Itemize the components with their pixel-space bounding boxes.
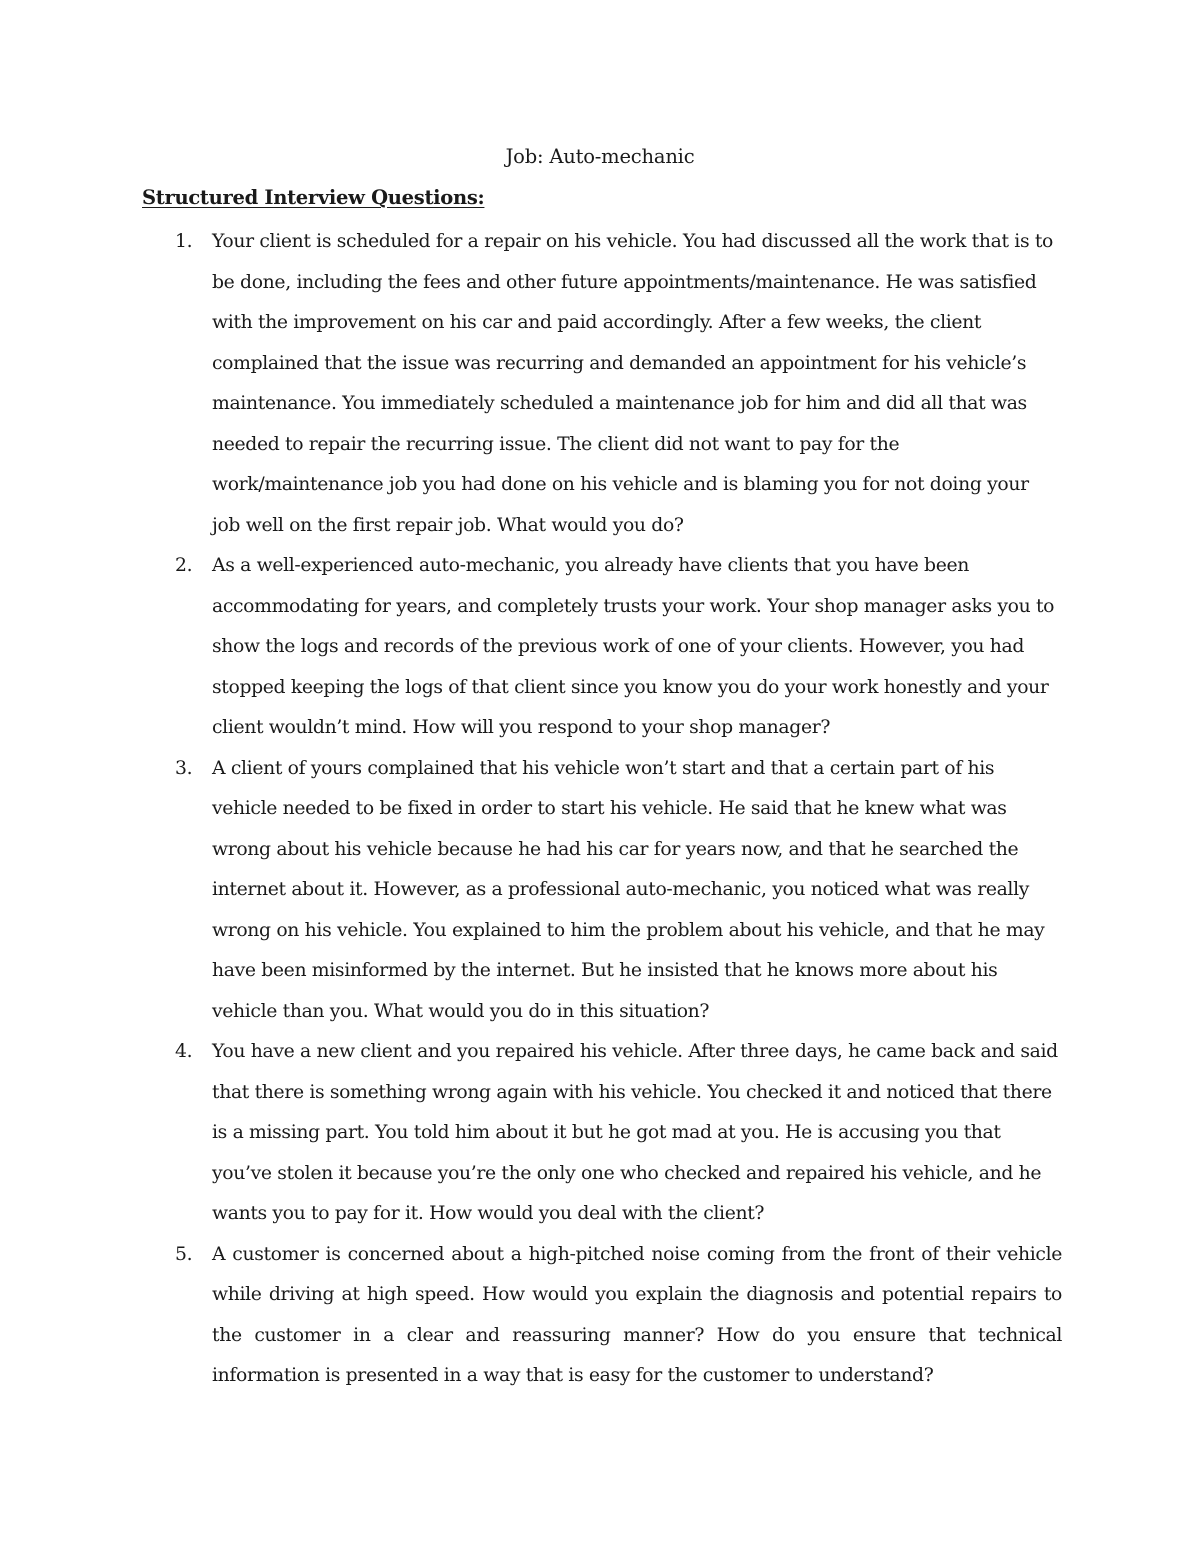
question-text: As a well-experienced auto-mechanic, you already have clients that you have been accommodating for years, and completely trusts your work. Your shop manager asks you to show the logs and records of the previous work of one of your clients. However, you had stopped keeping the logs of that client since you know you do your work honestly and your client wouldn’t mind. How will you respond to your shop manager? (212, 555, 1055, 738)
document-title: Job: Auto-mechanic (505, 145, 695, 168)
question-text: A client of yours complained that his vehicle won’t start and that a certain part of his vehicle needed to be fixed in order to start his vehicle. He said that he knew what was wrong about his vehicle because he had his car for years now, and that he searched the internet about it. However, as a professional auto-mechanic, you noticed what was really wrong on his vehicle. You explained to him the problem about his vehicle, and that he may have been misinformed by the internet. But he insisted that he knows more about his vehicle than you. What would you do in this situation? (212, 757, 1045, 1022)
section-heading: Structured Interview Questions: (142, 186, 485, 209)
question-text: A customer is concerned about a high-pitched noise coming from the front of their vehicle while driving at high speed. How would you explain the diagnosis and potential repairs to the customer in a clear and reassuring manner? How do you ensure that technical information is presented in a way that is easy for the customer to understand? (212, 1243, 1062, 1386)
question-item-1 (0, 222, 1062, 546)
question-item-2 (0, 546, 1062, 749)
question-item-3 (0, 749, 1062, 1033)
question-text: You have a new client and you repaired his vehicle. After three days, he came back and said that there is something wrong again with his vehicle. You checked it and noticed that there is a missing part. You told him about it but he got mad at you. He is accusing you that you’ve stolen it because you’re the only one who checked and repaired his vehicle, and he wants you to pay for it. How would you deal with the client? (212, 1041, 1058, 1224)
question-number: 5. (175, 1243, 193, 1265)
question-item-4 (0, 1032, 1062, 1235)
question-number: 4. (175, 1041, 193, 1062)
question-list (0, 222, 1200, 1397)
question-number: 2. (175, 555, 193, 576)
question-item-5 (0, 1235, 1062, 1397)
question-number: 1. (175, 231, 193, 252)
question-number: 3. (175, 757, 193, 779)
question-text: Your client is scheduled for a repair on his vehicle. You had discussed all the work that is to be done, including the fees and other future appointments/maintenance. He was satisfied with the improvement on his car and paid accordingly. After a few weeks, the client complained that the issue was recurring and demanded an appointment for his vehicle’s maintenance. You immediately scheduled a maintenance job for him and did all that was needed to repair the recurring issue. The client did not want to pay for the work/maintenance job you had done on his vehicle and is blaming you for not doing your job well on the first repair job. What would you do? (212, 231, 1054, 536)
